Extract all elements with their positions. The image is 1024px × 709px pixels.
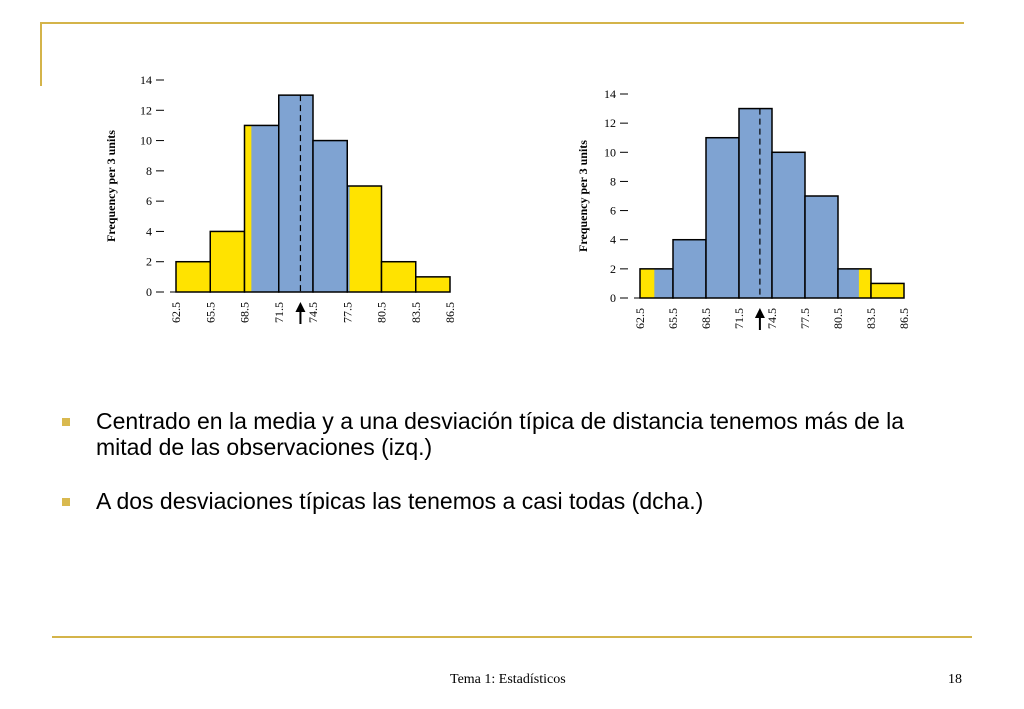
bar: [382, 262, 416, 292]
y-tick-label: 2: [146, 254, 152, 269]
bar: [313, 141, 347, 292]
x-tick-label: 62.5: [169, 302, 183, 323]
bar-blue-fill: [739, 109, 772, 298]
bar: [210, 231, 244, 292]
mean-arrow-icon: [755, 308, 765, 318]
bar-blue-fill: [772, 152, 805, 298]
bar: [739, 109, 772, 298]
x-tick-label: 65.5: [666, 308, 680, 329]
bullet-text: Centrado en la media y a una desviación típica de distancia tenemos más de la mitad de las observaciones (izq.): [96, 408, 905, 460]
y-tick-label: 0: [610, 291, 616, 305]
y-axis-label: Frequency per 3 units: [576, 140, 590, 252]
bullet-item-two-sd: [62, 488, 942, 514]
bar-yellow-fill: [176, 262, 210, 292]
bar: [347, 186, 381, 292]
y-tick-label: 10: [604, 145, 616, 160]
x-tick-label: 68.5: [237, 302, 252, 323]
x-tick-label: 68.5: [699, 308, 713, 329]
bar: [245, 125, 279, 292]
left-rule: [40, 22, 42, 86]
x-tick-label: 83.5: [864, 308, 878, 329]
x-tick-label: 71.5: [271, 302, 286, 323]
footer-rule: [52, 636, 972, 638]
x-tick-label: 74.5: [306, 302, 320, 323]
x-tick-label: 71.5: [732, 308, 746, 329]
y-tick-label: 8: [610, 174, 616, 189]
x-tick-label: 83.5: [408, 302, 423, 323]
mean-arrow-icon: [295, 302, 305, 312]
y-tick-label: 4: [146, 224, 152, 239]
square-bullet-icon: [62, 498, 70, 506]
x-tick-label: 65.5: [203, 302, 218, 323]
bar-blue-fill: [838, 269, 859, 298]
bar: [838, 269, 871, 298]
bullet-text: A dos desviaciones típicas las tenemos a casi todas (dcha.): [96, 488, 704, 514]
page-number: 18: [948, 672, 962, 687]
y-tick-label: 0: [146, 285, 152, 299]
x-tick-label: 86.5: [443, 302, 457, 323]
x-tick-label: 80.5: [831, 308, 845, 329]
y-tick-label: 4: [610, 232, 616, 247]
bar-blue-fill: [279, 95, 313, 292]
histogram-two-sd: [576, 84, 936, 348]
bar: [673, 240, 706, 298]
y-axis-label: Frequency per 3 units: [104, 130, 118, 242]
x-tick-label: 62.5: [633, 308, 647, 329]
bar-blue-fill: [313, 141, 347, 292]
bar: [772, 152, 805, 298]
bar-yellow-fill: [416, 277, 450, 292]
x-tick-label: 77.5: [340, 302, 355, 323]
y-tick-label: 6: [610, 203, 616, 218]
y-tick-label: 12: [140, 103, 152, 118]
bar-yellow-fill: [871, 283, 904, 298]
y-tick-label: 14: [140, 73, 152, 87]
bar-blue-fill: [805, 196, 838, 298]
y-tick-label: 14: [604, 87, 616, 101]
bar: [279, 95, 313, 292]
bullet-list: [62, 408, 942, 514]
top-rule: [40, 22, 964, 24]
x-tick-label: 74.5: [765, 308, 779, 329]
bar-yellow-fill: [347, 186, 381, 292]
y-tick-label: 12: [604, 116, 616, 131]
square-bullet-icon: [62, 418, 70, 426]
y-tick-label: 6: [146, 194, 152, 209]
y-tick-label: 8: [146, 163, 152, 178]
x-tick-label: 77.5: [798, 308, 812, 329]
x-tick-label: 86.5: [897, 308, 911, 329]
bar-blue-fill: [654, 269, 673, 298]
bar: [871, 283, 904, 298]
histogram-one-sd: [100, 70, 460, 350]
bar: [640, 269, 673, 298]
bar-yellow-fill: [210, 231, 244, 292]
bar: [706, 138, 739, 298]
bar: [176, 262, 210, 292]
y-tick-label: 10: [140, 133, 152, 148]
bar: [805, 196, 838, 298]
bars: [176, 95, 450, 292]
x-tick-label: 80.5: [374, 302, 389, 323]
bar-blue-fill: [673, 240, 706, 298]
bar: [416, 277, 450, 292]
y-tick-label: 2: [610, 261, 616, 276]
bar-blue-fill: [251, 125, 278, 292]
bars: [640, 109, 904, 298]
bullet-item-one-sd: [62, 408, 942, 460]
bar-blue-fill: [706, 138, 739, 298]
footer-title: Tema 1: Estadísticos: [450, 672, 566, 687]
bar-yellow-fill: [382, 262, 416, 292]
